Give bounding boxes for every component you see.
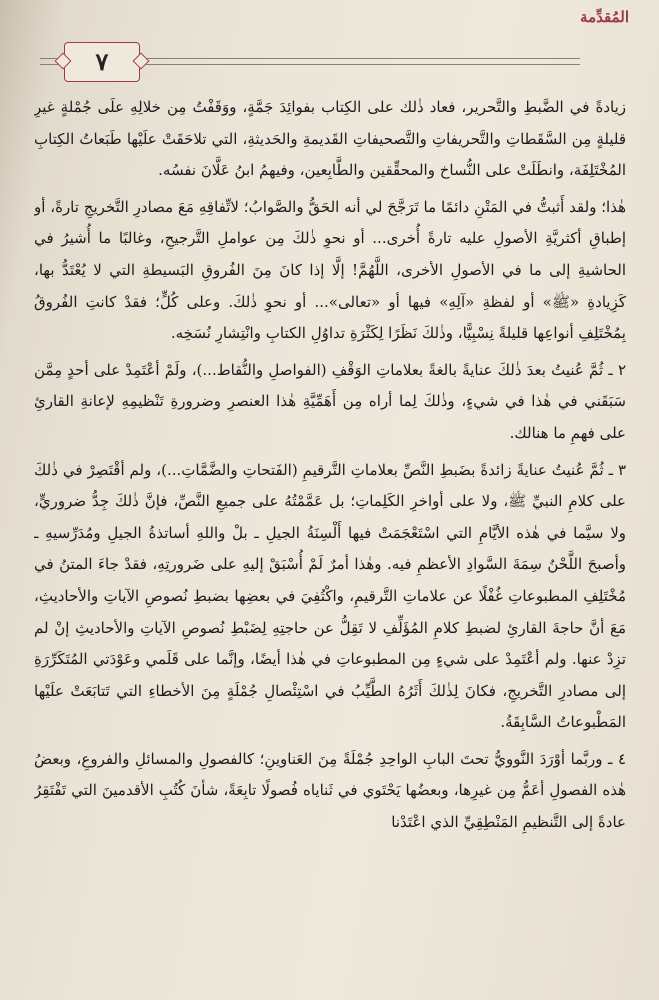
paragraph-3: ٢ ـ ثُمَّ عُنيتُ بعدَ ذٰلكَ عنايةً بالغةً بعلاماتِ الوَقْفِ (الفواصلِ والنُّقاط...)، ولَمْ أعْتَمِدْ على أحدٍ مِمَّن سَبَقَني في هٰذا في شيءٍ، وذٰلكَ لِما أراه مِن أَهَمِّيَّةِ هٰذا العنصرِ وضرورةِ تَنْظيمِهِ لإعانةِ القارئِ على فهمِ ما هنالك. [34, 360, 626, 442]
body-text [34, 92, 626, 992]
page-number-frame [64, 42, 140, 82]
paragraph-2: هٰذا؛ ولقد أَثبتُّ في المَتْنِ دائمًا ما تَرَجَّحَ لي أنه الحَقُّ والصَّوابُ؛ لاتِّفاقِهِ مَعَ مصادرِ التَّخريجِ تارةً، أو إطباقِ أكثريَّةِ الأصولِ عليه تارةً أُخرى... أو نحوِ ذٰلكَ مِن عواملِ التَّرجيحِ، وغالبًا ما أُشيرُ في الحاشيةِ إلى ما في الأصولِ الأخرى، اللَّهُمَّ! إلَّا إذا كانَ مِنَ الفُروقِ البَسيطةِ التي لا يُعْتَدُّ بها، كَزِيادةِ «ﷺ» أو لفظةِ «آلِهِ» فيها أو «تعالى»... أو نحوِ ذٰلكَ. وعلى كُلٍّ؛ فقدْ كانتِ الفُروقُ بِمُخْتَلِفِ أنواعِها قليلةً نِسْبِيًّا، وذٰلكَ نَظَرًا لِكَثْرَةِ تداوُلِ الكتابِ وانْتِشارِ نُسَخِه. [34, 197, 626, 343]
paragraph-4: ٣ ـ ثُمَّ عُنيتُ عنايةً زائدةً بضَبطِ النَّصِّ بعلاماتِ التَّرقيمِ (الفَتحاتِ والضَّمَّاتِ...)، ولم أقْتَصِرْ في ذٰلكَ على كلامِ النبيِّ ﷺ، ولا على أواخرِ الكَلِماتِ؛ بل عَمَّمْتُهُ على جميعِ النَّصِّ، فإنَّ ذٰلكَ جِدُّ ضروريٍّ، ولا سيَّما في هٰذه الأيَّامِ التي اسْتَعْجَمَتْ فيها أَلْسِنَةُ الجيلِ ـ بلْ واللهِ أساتذةُ الجيلِ ومُدَرِّسيهِ ـ وأصبحَ اللَّحْنُ سِمَةَ السَّوادِ الأعظمِ فيه. وهٰذا أمرٌ لَمْ أُسْبَقْ إليهِ على ضَرورتِهِ، فقدْ جاءَ المتنُ في مُخْتَلِفِ المطبوعاتِ غُفْلًا عن علاماتِ التَّرقيمِ، واكْتُفِيَ في بعضِها بضبطِ نُصوصِ الآياتِ والأحاديثِ، مَعَ أنَّ حاجةَ القارئِ لضبطِ كلامِ المُؤَلِّفِ لا تَقِلُّ عن حاجتِهِ لِضَبْطِ نُصوصِ الآياتِ والأحاديثِ إنْ لم تزِدْ عنها. ولم أعْتَمِدْ على شيءٍ مِن المطبوعاتِ في هٰذا أيضًا، وإنَّما على قَلَمي وعَوْدَتي المُتَكَرِّرَةِ إلى مصادرِ التَّخريجِ، فكانَ لِذٰلكَ أَثَرُهُ الطَّيِّبُ في اسْتِئْصالِ جُمْلَةٍ مِنَ الأخطاءِ التي تَتابَعَتْ علَيْها المَطْبوعاتُ السَّابِقَةُ. [34, 460, 626, 732]
page-number: ٧ [95, 47, 109, 76]
paragraph-5: ٤ ـ وربَّما أوْرَدَ النَّوويُّ تحتَ البابِ الواحِدِ جُمْلَةً مِنَ العَناوينِ؛ كالفصولِ والمسائلِ والفروعِ، وبعضُ هٰذه الفصولِ أعَمُّ مِن غيرِها، وبعضُها يَحْتَوي في ثَناياه فُصولًا تابِعَةً، شأنَ كُتُبِ الأقدمينَ التي تَفْتَقِرُ عادةً إلى التَّنظيمِ المَنْطِقِيِّ الذي اعْتَدْنا [34, 749, 626, 832]
paragraph-1: زيادةً في الضَّبطِ والتَّحرير، فعاد ذٰلك على الكِتاب بفوائِدَ جَمَّةٍ، ووَقَفْتُ مِن خلالِهِ علَى جُمْلةٍ غيرِ قليلةٍ مِن السَّقَطاتِ والتَّحريفاتِ والتَّصحيفاتِ القَديمةِ والحَديثةِ، التي تلاحَقَتْ علَيْها طَبَعاتُ الكِتابِ المُخْتَلِفَة، وانطَلَتْ على النُّساخ والمحقِّقين والطَّابِعين، وفيهمُ ابنُ عَلَّانَ نفسُه. [34, 98, 626, 180]
running-title: المُقدِّمة [580, 8, 629, 26]
